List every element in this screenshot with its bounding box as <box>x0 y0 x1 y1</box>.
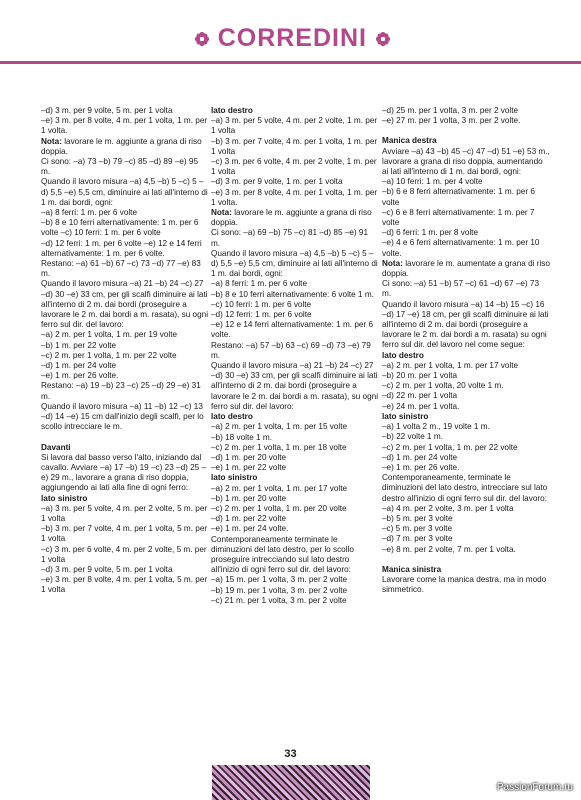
header-rule <box>0 61 581 64</box>
page-number: 33 <box>284 748 297 760</box>
text-paragraph <box>382 136 550 146</box>
paragraph-gap <box>382 126 550 136</box>
paragraph-text: Ci sono: –a) 73 –b) 79 –c) 85 –d) 89 –e) 95 m. Quando il lavoro misura –a) 4,5 –b) 5 –c) 5 –d) 5,5 –e) 5,5 cm, diminuire ai lati all'interno di 1 m. dai bordi, ogni: –a) 8 ferri: 1 m. per 6 volte –b) 8 e 10 ferri alternativamente: 1 m. per 6 volte –c) 10 ferri: 1 m. per 6 volte –d) 12 ferri: 1 m. per 6 volte –e) 12 e 14 ferri alternativamente: 1 m. per 6 volte. Restano: –a) 61 –b) 67 –c) 73 –d) 77 –e) 83 m. Quando il lavoro misura –a) 21 –b) 24 –c) 27 –d) 30 –e) 33 cm, per gli scalfi diminuire ai lati all'interno di 2 m. dai bordi (proseguire a lavorare le 2 m. dai bordi a m. rasata), su ogni ferro sul dir. del lavoro: –a) 2 m. per 1 volta, 1 m. per 19 volte –b) 1 m. per 22 volte –c) 2 m. per 1 volta, 1 m. per 22 volte –d) 1 m. per 24 volte –e) 1 m. per 26 volte. Restano: –a) 19 –b) 23 –c) 25 –d) 29 –e) 31 m. Quando il lavoro misura –a) 11 –b) 12 –c) 13 –d) 14 –e) 15 cm dall'inizio degli scalfi, per lo scollo intrecciare le m. <box>41 157 209 432</box>
paragraph-text: lavorare le m. aggiunte a grana di riso doppia. <box>211 208 372 228</box>
text-column-2 <box>211 106 379 606</box>
bold-heading: Manica destra <box>382 136 437 146</box>
paragraph-text: Ci sono: –a) 69 –b) 75 –c) 81 –d) 85 –e) 91 m. Quando il lavoro misura –a) 4,5 –b) 5 –c) 5 –d) 5,5 –e) 5,5 cm, diminuire ai lati all'interno di 1 m. dai bordi, ogni: –a) 8 ferri: 1 m. per 6 volte –b) 8 e 10 ferri alternativamente: 6 volte 1 m. –c) 10 ferri: 1 m. per 6 volte –d) 12 ferri: 1 m. per 6 volte –e) 12 e 14 ferri alternativamente: 1 m. per 6 volte. Restano: –a) 57 –b) 63 –c) 69 –d) 73 –e) 79 m. Quando il lavoro misura –a) 21 –b) 24 –c) 27 –d) 30 –e) 33 cm, per gli scalfi diminuire ai lati all'interno di 2 m. dai bordi (proseguire a lavorare le 2 m. dai bordi a m. rasata), su ogni ferro sul dir. del lavoro: <box>211 228 379 411</box>
text-paragraph <box>41 504 209 596</box>
paragraph-text: Avviare –a) 43 –b) 45 –c) 47 –d) 51 –e) 53 m., lavorare a grana di riso doppia, aumentando ai lati all'interno di 1 m. dai bordi, ogni: –a) 10 ferri: 1 m. per 4 volte –b) 6 e 8 ferri alternativamente: 1 m. per 6 volte –c) 6 e 8 ferri alternativamente: 1 m. per 7 volte –d) 6 ferri: 1 m. per 8 volte –e) 4 e 6 ferri alternativamente: 1 m. per 10 volte. <box>382 146 550 258</box>
bold-heading: lato sinistro <box>382 411 429 421</box>
paragraph-gap <box>41 433 209 443</box>
bold-heading: lato sinistro <box>211 473 258 483</box>
text-paragraph <box>382 147 550 259</box>
text-paragraph <box>211 208 379 228</box>
knit-swatch-image <box>212 765 370 800</box>
text-paragraph <box>382 361 550 412</box>
paragraph-text: –d) 3 m. per 9 volte, 5 m. per 1 volta –e) 3 m. per 8 volte, 4 m. per 1 volta, 1 m. per 1 volta. <box>41 106 208 136</box>
text-paragraph <box>211 412 379 422</box>
text-paragraph <box>382 351 550 361</box>
bold-heading: lato sinistro <box>41 493 88 503</box>
bold-heading: lato destro <box>211 106 253 115</box>
text-paragraph <box>211 228 379 412</box>
page-title: CORREDINI <box>217 24 367 52</box>
text-paragraph <box>211 116 379 208</box>
paragraph-text: lavorare le m. aumentate a grana di riso doppia. <box>382 258 550 279</box>
bold-heading: Davanti <box>41 442 71 452</box>
paragraph-text: –d) 25 m. per 1 volta, 3 m. per 2 volte –e) 27 m. per 1 volta, 3 m. per 2 volte. <box>382 106 521 126</box>
bold-heading: Nota: <box>211 208 232 218</box>
paragraph-text: –a) 2 m. per 1 volta, 1 m. per 17 volte –b) 1 m. per 20 volte –c) 2 m. per 1 volta, 1 m. per 20 volte –d) 1 m. per 22 volte –e) 1 m. per 24 volte. Contemporaneamente terminate le diminuzioni del lato destro, per lo scollo proseguire intrecciando sul lato destro all'inizio di ogni ferro sul dir. del lavoro: –a) 15 m. per 1 volta, 3 m. per 2 volte –b) 19 m. per 1 volta, 3 m. per 2 volte –c) 21 m. per 1 volta, 3 m. per 2 volte <box>211 483 354 605</box>
bold-heading: Manica sinistra <box>382 564 442 574</box>
text-paragraph <box>41 157 209 432</box>
text-paragraph <box>382 575 550 595</box>
text-paragraph <box>382 279 550 350</box>
text-paragraph <box>382 106 550 126</box>
text-paragraph <box>382 422 550 555</box>
paragraph-text: Lavorare come la manica destra, ma in modo simmetrico. <box>382 574 547 595</box>
text-paragraph <box>382 565 550 575</box>
header-title-group <box>194 24 391 53</box>
bold-heading: lato destro <box>211 412 253 422</box>
text-paragraph <box>41 494 209 504</box>
text-paragraph <box>382 259 550 279</box>
paragraph-text: –a) 1 volta 2 m., 19 volte 1 m. –b) 22 volte 1 m. –c) 2 m. per 1 volta, 1 m. per 22 volte –d) 1 m. per 24 volte –e) 1 m. per 26 volte. Contemporaneamente, terminate le diminuzioni del lato destro, intrecciare sul lato destro all'inizio di ogni ferro sul dir. del lavoro: –a) 4 m. per 2 volte, 3 m. per 1 volta –b) 5 m. per 3 volte –c) 5 m. per 3 volte –d) 7 m. per 3 volte –e) 8 m. per 2 volte, 7 m. per 1 volta. <box>382 422 548 554</box>
text-paragraph <box>211 473 379 483</box>
paragraph-text: Si lavora dal basso verso l'alto, iniziando dal cavallo. Avviare –a) 17 –b) 19 –c) 23 –d) 25 –e) 29 m., lavorare a grana di riso doppia, aggiungendo ai lati alla fine di ogni ferro: <box>41 452 207 493</box>
text-paragraph <box>211 106 379 116</box>
text-paragraph <box>41 106 209 137</box>
flower-icon <box>375 31 391 47</box>
flower-icon <box>194 31 210 47</box>
paragraph-text: –a) 3 m. per 5 volte, 4 m. per 2 volte, 5 m. per 1 volta –b) 3 m. per 7 volte, 4 m. per 1 volta, 5 m. per 1 volta –c) 3 m. per 6 volte, 4 m. per 2 volte, 5 m. per 1 volta –d) 3 m. per 9 volte, 5 m. per 1 volta –e) 3 m. per 8 volte, 4 m. per 1 volta, 5 m. per 1 volta <box>41 503 208 595</box>
paragraph-text: –a) 3 m. per 5 volte, 4 m. per 2 volte, 1 m. per 1 volta –b) 3 m. per 7 volte, 4 m. per 1 volta, 1 m. per 1 volta –c) 3 m. per 6 volte, 4 m. per 2 volte, 1 m. per 1 volta –d) 3 m. per 9 volte, 1 m. per 1 volta –e) 3 m. per 8 volte, 4 m. per 1 volta, 1 m. per 1 volta. <box>211 116 378 207</box>
paragraph-text: lavorare le m. aggiunte a grana di riso doppia. <box>41 136 202 156</box>
text-paragraph <box>211 484 379 606</box>
text-paragraph <box>211 422 379 473</box>
text-paragraph <box>41 137 209 157</box>
bold-heading: Nota: <box>382 258 403 268</box>
bold-heading: lato destro <box>382 350 424 360</box>
watermark: PassionForum.ru <box>496 782 573 793</box>
text-column-3 <box>382 106 550 595</box>
paragraph-text: –a) 2 m. per 1 volta, 1 m. per 17 volte –b) 20 m. per 1 volta –c) 2 m. per 1 volta, 20 volte 1 m. –d) 22 m. per 1 volta –e) 24 m. per 1 volta. <box>382 360 519 411</box>
paragraph-gap <box>382 555 550 565</box>
text-paragraph <box>41 443 209 453</box>
bold-heading: Nota: <box>41 136 62 146</box>
paragraph-text: –a) 2 m. per 1 volta, 1 m. per 15 volte –b) 18 volte 1 m. –c) 2 m. per 1 volta, 1 m. per 18 volte –d) 1 m. per 20 volte –e) 1 m. per 22 volte <box>211 422 348 473</box>
paragraph-text: Ci sono: –a) 51 –b) 57 –c) 61 –d) 67 –e) 73 m. Quando il lavoro misura –a) 14 –b) 15 –c) 16 –d) 17 –e) 18 cm, per gli scalfi diminuire ai lati all'interno di 2 m. dai bordi (proseguire a lavorare le 2 m. dai bordi a m. rasata) su ogni ferro sul dir. del lavoro nel come segue: <box>382 279 549 350</box>
text-paragraph <box>41 453 209 494</box>
text-paragraph <box>382 412 550 422</box>
text-column-1 <box>41 106 209 596</box>
page-header <box>0 24 581 64</box>
